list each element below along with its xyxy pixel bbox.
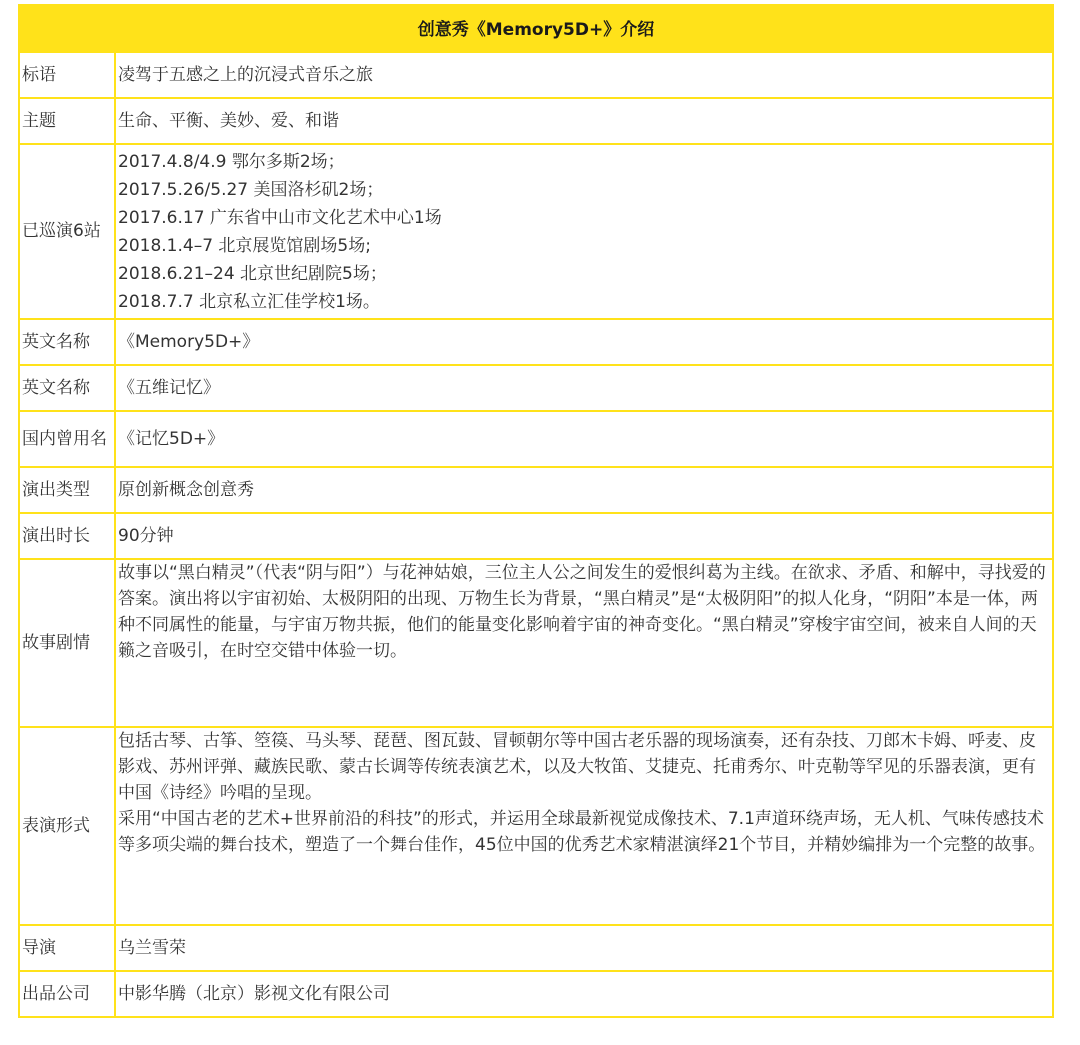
row-label: 标语 [19,52,115,98]
row-label: 演出类型 [19,467,115,513]
row-value: 《五维记忆》 [115,365,1053,411]
row-value: 《记忆5D+》 [115,411,1053,467]
row-value: 故事以“黑白精灵”（代表“阴与阳”）与花神姑娘，三位主人公之间发生的爱恨纠葛为主线。在欲求、矛盾、和解中，寻找爱的答案。演出将以宇宙初始、太极阴阳的出现、万物生长为背景，“黑白精灵”是“太极阴阳”的拟人化身，“阴阳”本是一体，两种不同属性的能量，与宇宙万物共振，他们的能量变化影响着宇宙的神奇变化。“黑白精灵”穿梭宇宙空间，被来自人间的天籁之音吸引，在时空交错中体验一切。 [115,559,1053,727]
sheet-title: 创意秀《Memory5D+》介绍 [18,4,1054,51]
row-label: 英文名称 [19,365,115,411]
table-row [19,971,1053,1017]
row-label: 英文名称 [19,319,115,365]
row-value: 包括古琴、古筝、箜篌、马头琴、琵琶、图瓦鼓、冒顿朝尔等中国古老乐器的现场演奏，还有杂技、刀郎木卡姆、呼麦、皮影戏、苏州评弹、藏族民歌、蒙古长调等传统表演艺术，以及大牧笛、艾捷克、托甫秀尔、叶克勒等罕见的乐器表演，更有中国《诗经》吟唱的呈现。 采用“中国古老的艺术+世界前沿的科技”的形式，并运用全球最新视觉成像技术、7.1声道环绕声场，无人机、气味传感技术等多项尖端的舞台技术，塑造了一个舞台佳作，45位中国的优秀艺术家精湛演绎21个节目，并精妙编排为一个完整的故事。 [115,727,1053,925]
table-row [19,727,1053,925]
table-row [19,513,1053,559]
row-label: 导演 [19,925,115,971]
row-value: 《Memory5D+》 [115,319,1053,365]
row-value: 生命、平衡、美妙、爱、和谐 [115,98,1053,144]
table-row [19,98,1053,144]
table-row [19,365,1053,411]
table-row [19,925,1053,971]
table-row [19,319,1053,365]
row-label: 演出时长 [19,513,115,559]
table-row [19,467,1053,513]
row-value: 凌驾于五感之上的沉浸式音乐之旅 [115,52,1053,98]
row-label: 出品公司 [19,971,115,1017]
table-row [19,411,1053,467]
row-label: 表演形式 [19,727,115,925]
intro-sheet [18,4,1054,1018]
row-value: 2017.4.8/4.9 鄂尔多斯2场； 2017.5.26/5.27 美国洛杉矶2场； 2017.6.17 广东省中山市文化艺术中心1场 2018.1.4–7 北京展览馆剧场5场; 2018.6.21–24 北京世纪剧院5场； 2018.7.7 北京私立汇佳学校1场。 [115,144,1053,319]
table-row [19,559,1053,727]
row-value: 90分钟 [115,513,1053,559]
table-row [19,144,1053,319]
row-label: 故事剧情 [19,559,115,727]
row-label: 主题 [19,98,115,144]
row-value: 原创新概念创意秀 [115,467,1053,513]
row-value: 乌兰雪荣 [115,925,1053,971]
row-label: 已巡演6站 [19,144,115,319]
table-row [19,52,1053,98]
row-value: 中影华腾（北京）影视文化有限公司 [115,971,1053,1017]
row-label: 国内曾用名 [19,411,115,467]
info-table [18,51,1054,1018]
